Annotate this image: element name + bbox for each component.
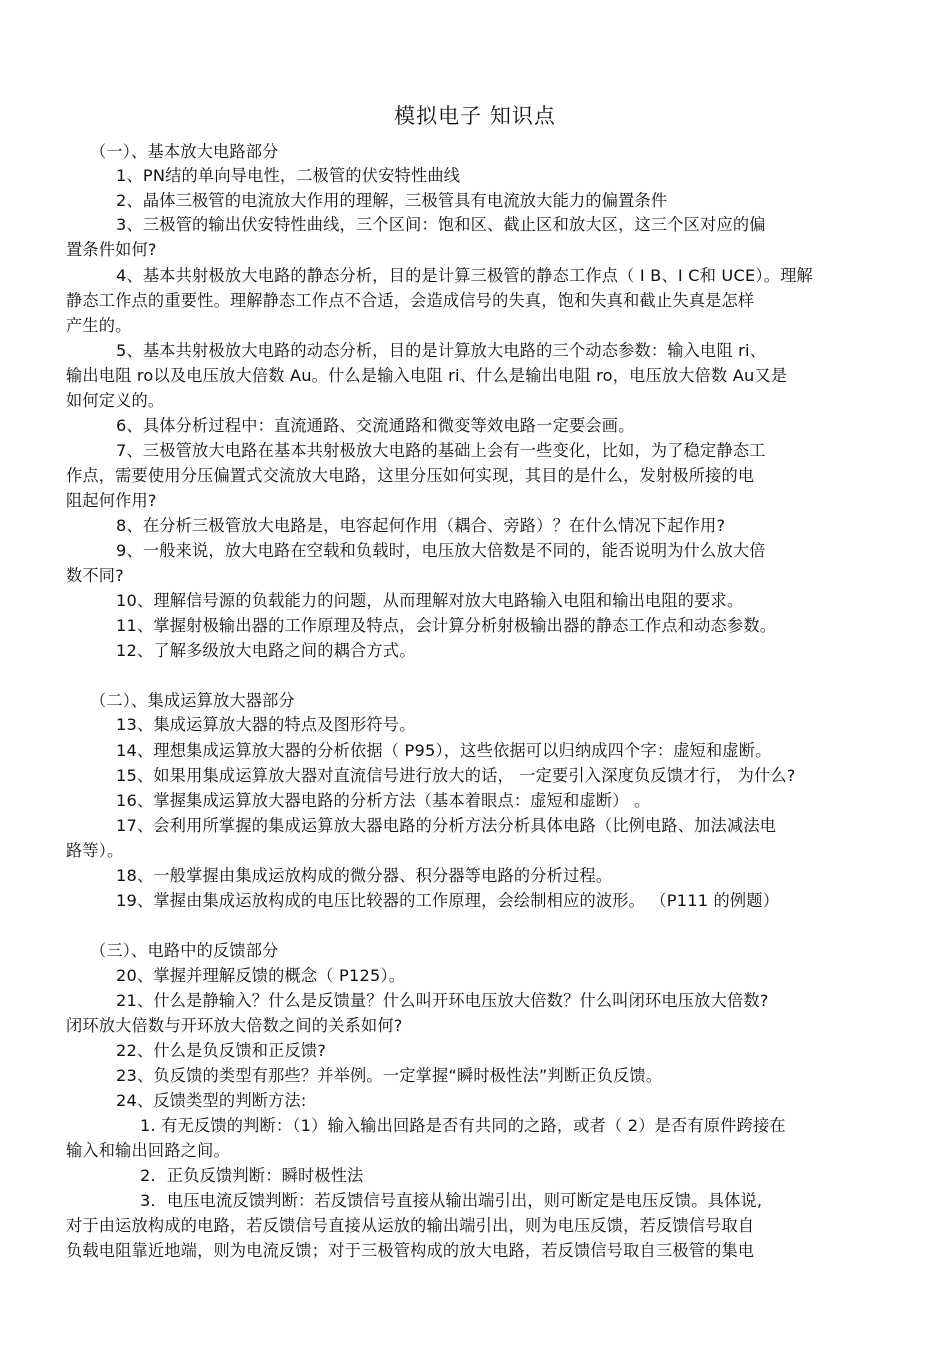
text-line: 18、一般掌握由集成运放构成的微分器、积分器等电路的分析过程。	[116, 866, 613, 885]
text-line: 2．正负反馈判断：瞬时极性法	[140, 1166, 364, 1185]
text-line: 10、理解信号源的负载能力的问题，从而理解对放大电路输入电阻和输出电阻的要求。	[116, 591, 744, 610]
text-line: 输入和输出回路之间。	[66, 1141, 230, 1160]
text-line: 20、掌握并理解反馈的概念（ P125）。	[116, 966, 406, 985]
text-line: 14、理想集成运算放大器的分析依据（ P95），这些依据可以归纳成四个字：虚短和虚断。	[116, 741, 772, 760]
text-line: 负载电阻靠近地端，则为电流反馈；对于三极管构成的放大电路，若反馈信号取自三极管的集电	[66, 1241, 755, 1260]
text-line: 9、一般来说，放大电路在空载和负载时，电压放大倍数是不同的，能否说明为什么放大倍	[116, 541, 766, 560]
text-line: 5、基本共射极放大电路的动态分析，目的是计算放大电路的三个动态参数：输入电阻 ri、	[116, 341, 767, 360]
text-line: 22、什么是负反馈和正反馈?	[116, 1041, 327, 1060]
text-line: 24、反馈类型的判断方法:	[116, 1091, 307, 1110]
text-line: 16、掌握集成运算放大器电路的分析方法（基本着眼点：虚短和虚断） 。	[116, 791, 651, 810]
text-line: 路等）。	[66, 841, 124, 860]
text-line: 3、三极管的输出伏安特性曲线，三个区间：饱和区、截止区和放大区，这三个区对应的偏	[116, 215, 766, 234]
text-line: 1. 有无反馈的判断：（1）输入输出回路是否有共同的之路，或者（ 2）是否有原件跨接在	[140, 1116, 786, 1135]
text-line: 8、在分析三极管放大电路是，电容起何作用（耦合、旁路）？在什么情况下起作用?	[116, 516, 726, 535]
text-line: 13、集成运算放大器的特点及图形符号。	[116, 715, 416, 734]
text-line: 置条件如何?	[66, 240, 157, 259]
text-line: 产生的。	[66, 316, 132, 335]
text-line: 11、掌握射极输出器的工作原理及特点，会计算分析射极输出器的静态工作点和动态参数。	[116, 616, 777, 635]
text-line: 2、晶体三极管的电流放大作用的理解，三极管具有电流放大能力的偏置条件	[116, 191, 668, 210]
text-line: 4、基本共射极放大电路的静态分析，目的是计算三极管的静态工作点（ I B、I C和 UCE）。理解	[116, 266, 813, 285]
text-line: 3．电压电流反馈判断：若反馈信号直接从输出端引出，则可断定是电压反馈。具体说,	[140, 1191, 763, 1210]
section-heading: （一）、基本放大电路部分	[90, 142, 279, 161]
text-line: 闭环放大倍数与开环放大倍数之间的关系如何?	[66, 1016, 403, 1035]
section-heading: （二）、集成运算放大器部分	[90, 691, 295, 710]
document-title: 模拟电子 知识点	[394, 104, 556, 128]
text-line: 17、会利用所掌握的集成运算放大器电路的分析方法分析具体电路（比例电路、加法减法电	[116, 816, 777, 835]
text-line: 12、了解多级放大电路之间的耦合方式。	[116, 641, 416, 660]
text-line: 数不同?	[66, 566, 124, 585]
text-line: 6、具体分析过程中：直流通路、交流通路和微变等效电路一定要会画。	[116, 416, 635, 435]
text-line: 静态工作点的重要性。理解静态工作点不合适，会造成信号的失真，饱和失真和截止失真是怎样	[66, 291, 755, 310]
text-line: 7、三极管放大电路在基本共射极放大电路的基础上会有一些变化，比如，为了稳定静态工	[116, 441, 766, 460]
section-heading: （三）、电路中的反馈部分	[90, 941, 279, 960]
text-line: 23、负反馈的类型有那些？并举例。一定掌握“瞬时极性法”判断正负反馈。	[116, 1066, 663, 1085]
text-line: 如何定义的。	[66, 391, 165, 410]
text-line: 作点，需要使用分压偏置式交流放大电路，这里分压如何实现，其目的是什么，发射极所接的电	[66, 466, 755, 485]
text-line: 1、PN结的单向导电性，二极管的伏安特性曲线	[116, 166, 461, 185]
text-line: 阻起何作用?	[66, 491, 157, 510]
text-line: 对于由运放构成的电路，若反馈信号直接从运放的输出端引出，则为电压反馈，若反馈信号取自	[66, 1216, 755, 1235]
text-line: 输出电阻 ro以及电压放大倍数 Au。什么是输入电阻 ri、什么是输出电阻 ro，电压放大倍数 Au又是	[66, 366, 788, 385]
text-line: 15、如果用集成运算放大器对直流信号进行放大的话， 一定要引入深度负反馈才行， 为什么?	[116, 766, 796, 785]
text-line: 19、掌握由集成运放构成的电压比较器的工作原理，会绘制相应的波形。 （P111 的例题）	[116, 891, 780, 910]
text-line: 21、什么是静输入？什么是反馈量？什么叫开环电压放大倍数？什么叫闭环电压放大倍数?	[116, 991, 769, 1010]
